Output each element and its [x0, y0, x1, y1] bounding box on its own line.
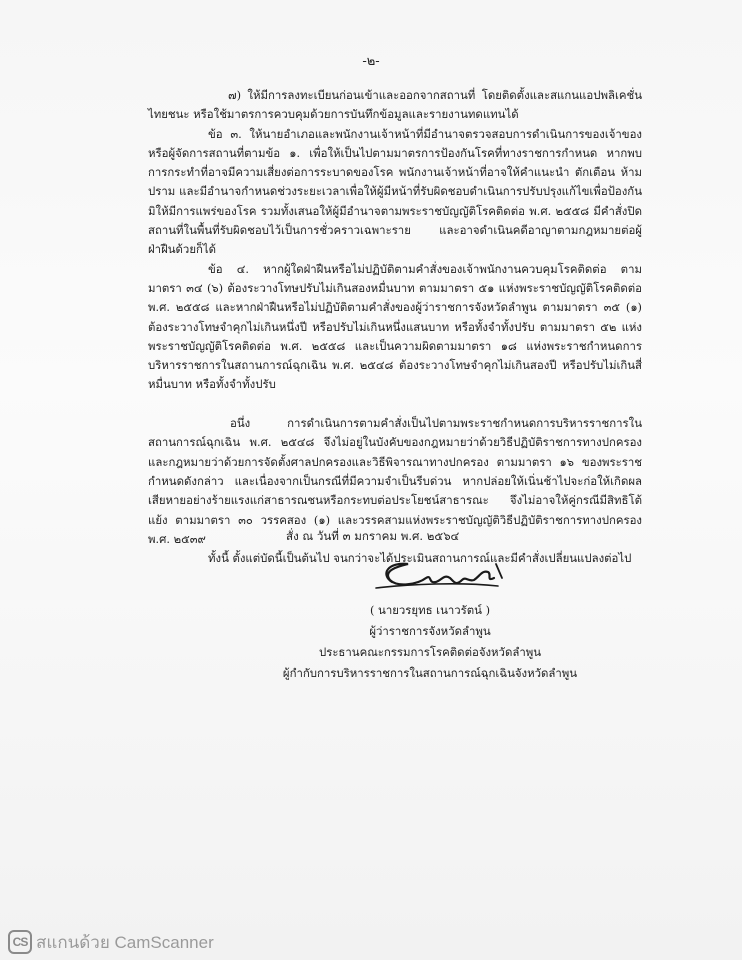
scanner-label: สแกนด้วย CamScanner [36, 932, 214, 952]
paragraph-notice: อนึ่ง การดำเนินการตามคำสั่งเป็นไปตามพระราชกำหนดการบริหารราชการในสถานการณ์ฉุกเฉิน พ.ศ. ๒๕๔๘ จึงไม่อยู่ในบังคับของกฎหมายว่าด้วยวิธีปฏิบัติราชการทางปกครอง และกฎหมายว่าด้วยการจัดตั้งศาลปกครองและวิธีพิจารณาทางปกครอง ตามมาตรา ๑๖ ของพระราชกำหนดดังกล่าว และเนื่องจากเป็นกรณีที่มีความจำเป็นรีบด่วน หากปล่อยให้เนิ่นช้าไปจะก่อให้เกิดผลเสียหายอย่างร้ายแรงแก่สาธารณชนหรือกระทบต่อประโยชน์สาธารณะ จึงไม่อาจให้คู่กรณีมีสิทธิโต้แย้ง ตามมาตรา ๓๐ วรรคสอง (๑) และวรรคสามแห่งพระราชบัญญัติวิธีปฏิบัติราชการทางปกครอง พ.ศ. ๒๕๓๙ [148, 416, 642, 546]
paragraph-item-7: ๗) ให้มีการลงทะเบียนก่อนเข้าและออกจากสถานที่ โดยติดตั้งและสแกนแอปพลิเคชั่นไทยชนะ หรือใช้มาตรการควบคุมด้วยการบันทึกข้อมูลและรายงานทดแทนได้ [148, 88, 642, 122]
camscanner-logo-icon: CS [8, 930, 32, 954]
paragraph-effective: ทั้งนี้ ตั้งแต่บัดนี้เป็นต้นไป จนกว่าจะได้ประเมินสถานการณ์และมีคำสั่งเปลี่ยนแปลงต่อไป [208, 551, 632, 566]
paragraph-clause-4: ข้อ ๔. หากผู้ใดฝ่าฝืนหรือไม่ปฏิบัติตามคำสั่งของเจ้าพนักงานควบคุมโรคติดต่อ ตามมาตรา ๓๔ (๖) ต้องระวางโทษปรับไม่เกินสองหมื่นบาท ตามมาตรา ๕๑ แห่งพระราชบัญญัติโรคติดต่อ พ.ศ. ๒๕๕๘ และหากฝ่าฝืนหรือไม่ปฏิบัติตามคำสั่งของผู้ว่าราชการจังหวัดลำพูน ตามมาตรา ๓๕ (๑) ต้องระวางโทษจำคุกไม่เกินหนึ่งปี หรือปรับไม่เกินหนึ่งแสนบาท หรือทั้งจำทั้งปรับ ตามมาตรา ๕๒ แห่งพระราชบัญญัติโรคติดต่อ พ.ศ. ๒๕๕๘ และเป็นความผิดตามมาตรา ๑๘ แห่งพระราชกำหนดการบริหารราชการในสถานการณ์ฉุกเฉิน พ.ศ. ๒๕๔๘ ต้องระวางโทษจำคุกไม่เกินสองปี หรือปรับไม่เกินสี่หมื่นบาท หรือทั้งจำทั้งปรับ [148, 261, 642, 392]
order-date: สั่ง ณ วันที่ ๓ มกราคม พ.ศ. ๒๕๖๔ [286, 529, 460, 543]
document-body [148, 86, 642, 568]
signatory-title-governor: ผู้ว่าราชการจังหวัดลำพูน [369, 624, 491, 638]
signatory-title-emergency: ผู้กำกับการบริหารราชการในสถานการณ์ฉุกเฉินจังหวัดลำพูน [282, 666, 578, 680]
signatory-block [250, 600, 610, 684]
page-number: -๒- [362, 54, 380, 69]
signatory-name: ( นายวรยุทธ เนาวรัตน์ ) [369, 603, 491, 617]
paragraph-clause-3: ข้อ ๓. ให้นายอำเภอและพนักงานเจ้าหน้าที่มีอำนาจตรวจสอบการดำเนินการของเจ้าของหรือผู้จัดการสถานที่ตามข้อ ๑. เพื่อให้เป็นไปตามมาตรการป้องกันโรคที่ทางราชการกำหนด หากพบการกระทำที่อาจมีความเสี่ยงต่อการระบาดของโรค พนักงานเจ้าหน้าที่อาจให้คำแนะนำ ตักเตือน ห้ามปราม และมีอำนาจกำหนดช่วงระยะเวลาเพื่อให้ผู้มีหน้าที่รับผิดชอบดำเนินการปรับปรุงแก้ไขเพื่อป้องกันมิให้มีการแพร่ของโรค รวมทั้งเสนอให้ผู้มีอำนาจตามพระราชบัญญัติโรคติดต่อ พ.ศ. ๒๕๕๘ มีคำสั่งปิดสถานที่ในพื้นที่รับผิดชอบไว้เป็นการชั่วคราวเฉพาะราย และอาจดำเนินคดีอาญาตามกฎหมายต่อผู้ฝ่าฝืนด้วยก็ได้ [148, 126, 642, 257]
signatory-title-committee: ประธานคณะกรรมการโรคติดต่อจังหวัดลำพูน [318, 645, 542, 659]
scanner-watermark [0, 924, 742, 960]
handwritten-signature [370, 556, 520, 596]
